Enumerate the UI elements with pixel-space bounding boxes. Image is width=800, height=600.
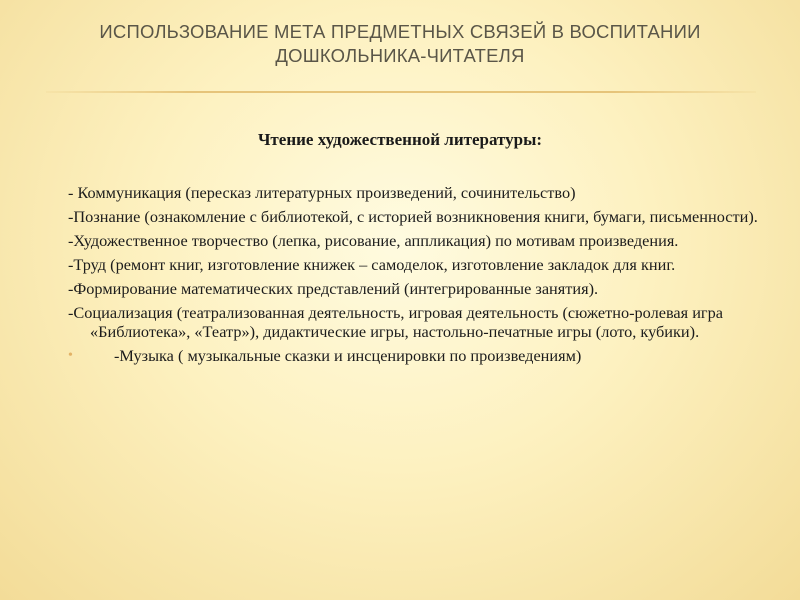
list-item-text: -Социализация (театрализованная деятельность, игровая деятельность (сюжетно-ролевая игра «Библиотека», «Театр»), дидактические игры, настольно-печатные игры (лото, кубики).: [68, 303, 723, 341]
list-item-text: -Формирование математических представлений (интегрированные занятия).: [68, 279, 599, 298]
list-item-text: -Труд (ремонт книг, изготовление книжек – самоделок, изготовление закладок для книг.: [68, 255, 676, 274]
list-item-art: [68, 231, 758, 250]
list-item-text: -Художественное творчество (лепка, рисование, аппликация) по мотивам произведения.: [68, 231, 679, 250]
bullet-dot-icon: •: [68, 348, 73, 363]
slide-title: [40, 20, 760, 68]
list-item-socialization: [68, 303, 758, 341]
list-item-music: [68, 346, 758, 365]
list-item-text: -Познание (ознакомление с библиотекой, с историей возникновения книги, бумаги, письменности).: [68, 207, 758, 226]
slide-title-line-2: ДОШКОЛЬНИКА-ЧИТАТЕЛЯ: [275, 45, 525, 66]
list-item-text: - Коммуникация (пересказ литературных произведений, сочинительство): [68, 183, 576, 202]
title-divider: [46, 91, 756, 93]
list-item-communication: [68, 183, 758, 202]
list-item-text: -Музыка ( музыкальные сказки и инсценировки по произведениям): [114, 346, 582, 365]
list-item-math: [68, 279, 758, 298]
list-item-labor: [68, 255, 758, 274]
slide-title-line-1: ИСПОЛЬЗОВАНИЕ МЕТА ПРЕДМЕТНЫХ СВЯЗЕЙ В ВОСПИТАНИИ: [99, 21, 701, 42]
content-list: [68, 183, 758, 370]
slide-subtitle: Чтение художественной литературы:: [257, 130, 543, 149]
list-item-cognition: [68, 207, 758, 226]
